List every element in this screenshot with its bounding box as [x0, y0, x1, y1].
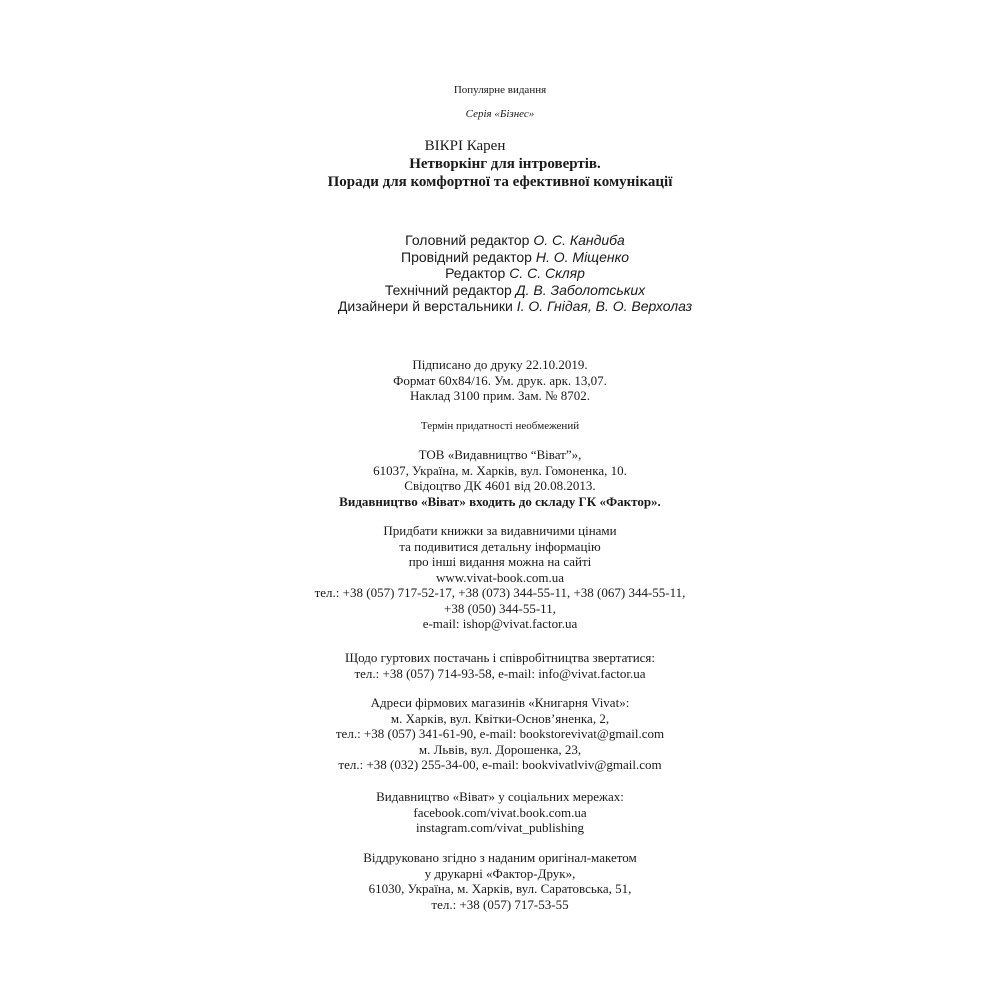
printer-line: у друкарні «Фактор-Друк», — [424, 865, 576, 881]
stores-line: м. Львів, вул. Дорошенка, 23, — [418, 741, 582, 757]
social-line: instagram.com/vivat_publishing — [416, 820, 584, 835]
staff-line — [30, 249, 1000, 266]
print-info — [0, 357, 1000, 404]
phone-line: +38 (050) 344-55-11, — [444, 600, 556, 616]
publisher-info — [0, 447, 1000, 509]
stores-info — [0, 695, 1000, 773]
website: www.vivat-book.com.ua — [435, 569, 565, 585]
printer-line: 61030, Україна, м. Харків, вул. Саратовська, 51, — [368, 881, 632, 896]
print-info-line: Наклад 3100 прим. Зам. № 8702. — [410, 388, 590, 403]
series-label — [0, 107, 1000, 121]
publisher-group: Видавництво «Віват» входить до складу ГК «Фактор». — [339, 493, 661, 509]
staff-name: І. О. Гнідая, В. О. Верхолаз — [516, 298, 693, 314]
purchase-info — [0, 523, 1000, 632]
printer-info — [0, 850, 1000, 912]
stores-line: тел.: +38 (032) 255-34-00, e-mail: bookvivatlviv@gmail.com — [338, 757, 662, 772]
staff-line — [30, 282, 1000, 299]
purchase-line: та подивитися детальну інформацію — [399, 538, 601, 554]
wholesale-info — [0, 650, 1000, 681]
staff-name: Д. В. Заболотських — [515, 281, 646, 298]
wholesale-line: Щодо гуртових постачань і співробітництва звертатися: — [344, 650, 656, 665]
purchase-line: про інші видання можна на сайті — [408, 554, 592, 569]
staff-role: Технічний редактор — [384, 281, 512, 298]
wholesale-line: тел.: +38 (057) 714-93-58, e-mail: info@vivat.factor.ua — [354, 665, 646, 681]
printer-line: Віддруковано згідно з наданим оригінал-макетом — [363, 850, 637, 865]
staff-role: Провідний редактор — [401, 248, 532, 265]
shelf-life — [0, 419, 1000, 433]
staff-line — [30, 265, 1000, 282]
social-line: Видавництво «Віват» у соціальних мережах: — [376, 789, 624, 804]
staff-role: Головний редактор — [405, 232, 530, 248]
editorial-staff — [0, 232, 1000, 315]
print-info-line: Формат 60x84/16. Ум. друк. арк. 13,07. — [393, 372, 607, 388]
stores-line: тел.: +38 (057) 341-61-90, e-mail: bookstorevivat@gmail.com — [335, 726, 665, 741]
edition-type-text: Популярне видання — [453, 84, 547, 96]
publisher-line: Свідоцтво ДК 4601 від 20.08.2013. — [404, 478, 596, 493]
publisher-line: 61037, Україна, м. Харків, вул. Гомоненка, 10. — [373, 462, 627, 478]
staff-name: Н. О. Міщенко — [535, 248, 629, 265]
book-title-line2: Поради для комфортної та ефективної комунікації — [327, 174, 673, 190]
printer-line: тел.: +38 (057) 717-53-55 — [431, 896, 569, 912]
print-info-line: Підписано до друку 22.10.2019. — [412, 357, 588, 372]
social-info — [0, 789, 1000, 836]
purchase-line: Придбати книжки за видавничими цінами — [383, 523, 617, 538]
social-line: facebook.com/vivat.book.com.ua — [413, 804, 587, 820]
staff-line — [30, 232, 1000, 249]
staff-line — [30, 298, 1000, 315]
phone-line: тел.: +38 (057) 717-52-17, +38 (073) 344-55-11, +38 (067) 344-55-11, — [314, 585, 686, 600]
book-title-line1: Нетворкінг для інтровертів. — [409, 156, 601, 172]
stores-line: м. Харків, вул. Квітки-Основ’яненка, 2, — [390, 710, 610, 726]
staff-role: Дизайнери й верстальники — [337, 298, 513, 314]
staff-name: О. С. Кандиба — [533, 232, 625, 248]
staff-role: Редактор — [445, 265, 506, 281]
shelf-life-text: Термін придатності необмежений — [420, 420, 580, 432]
publisher-line: ТОВ «Видавництво “Віват”», — [418, 447, 582, 462]
series-text: Серія «Бізнес» — [465, 108, 535, 120]
email-line: e-mail: ishop@vivat.factor.ua — [422, 616, 578, 631]
staff-name: С. С. Скляр — [509, 265, 585, 281]
stores-line: Адреси фірмових магазинів «Книгарня Vivat»: — [370, 695, 630, 710]
edition-type — [0, 83, 1000, 97]
book-heading — [0, 137, 1000, 191]
author-name: ВІКРІ Карен — [424, 138, 506, 154]
